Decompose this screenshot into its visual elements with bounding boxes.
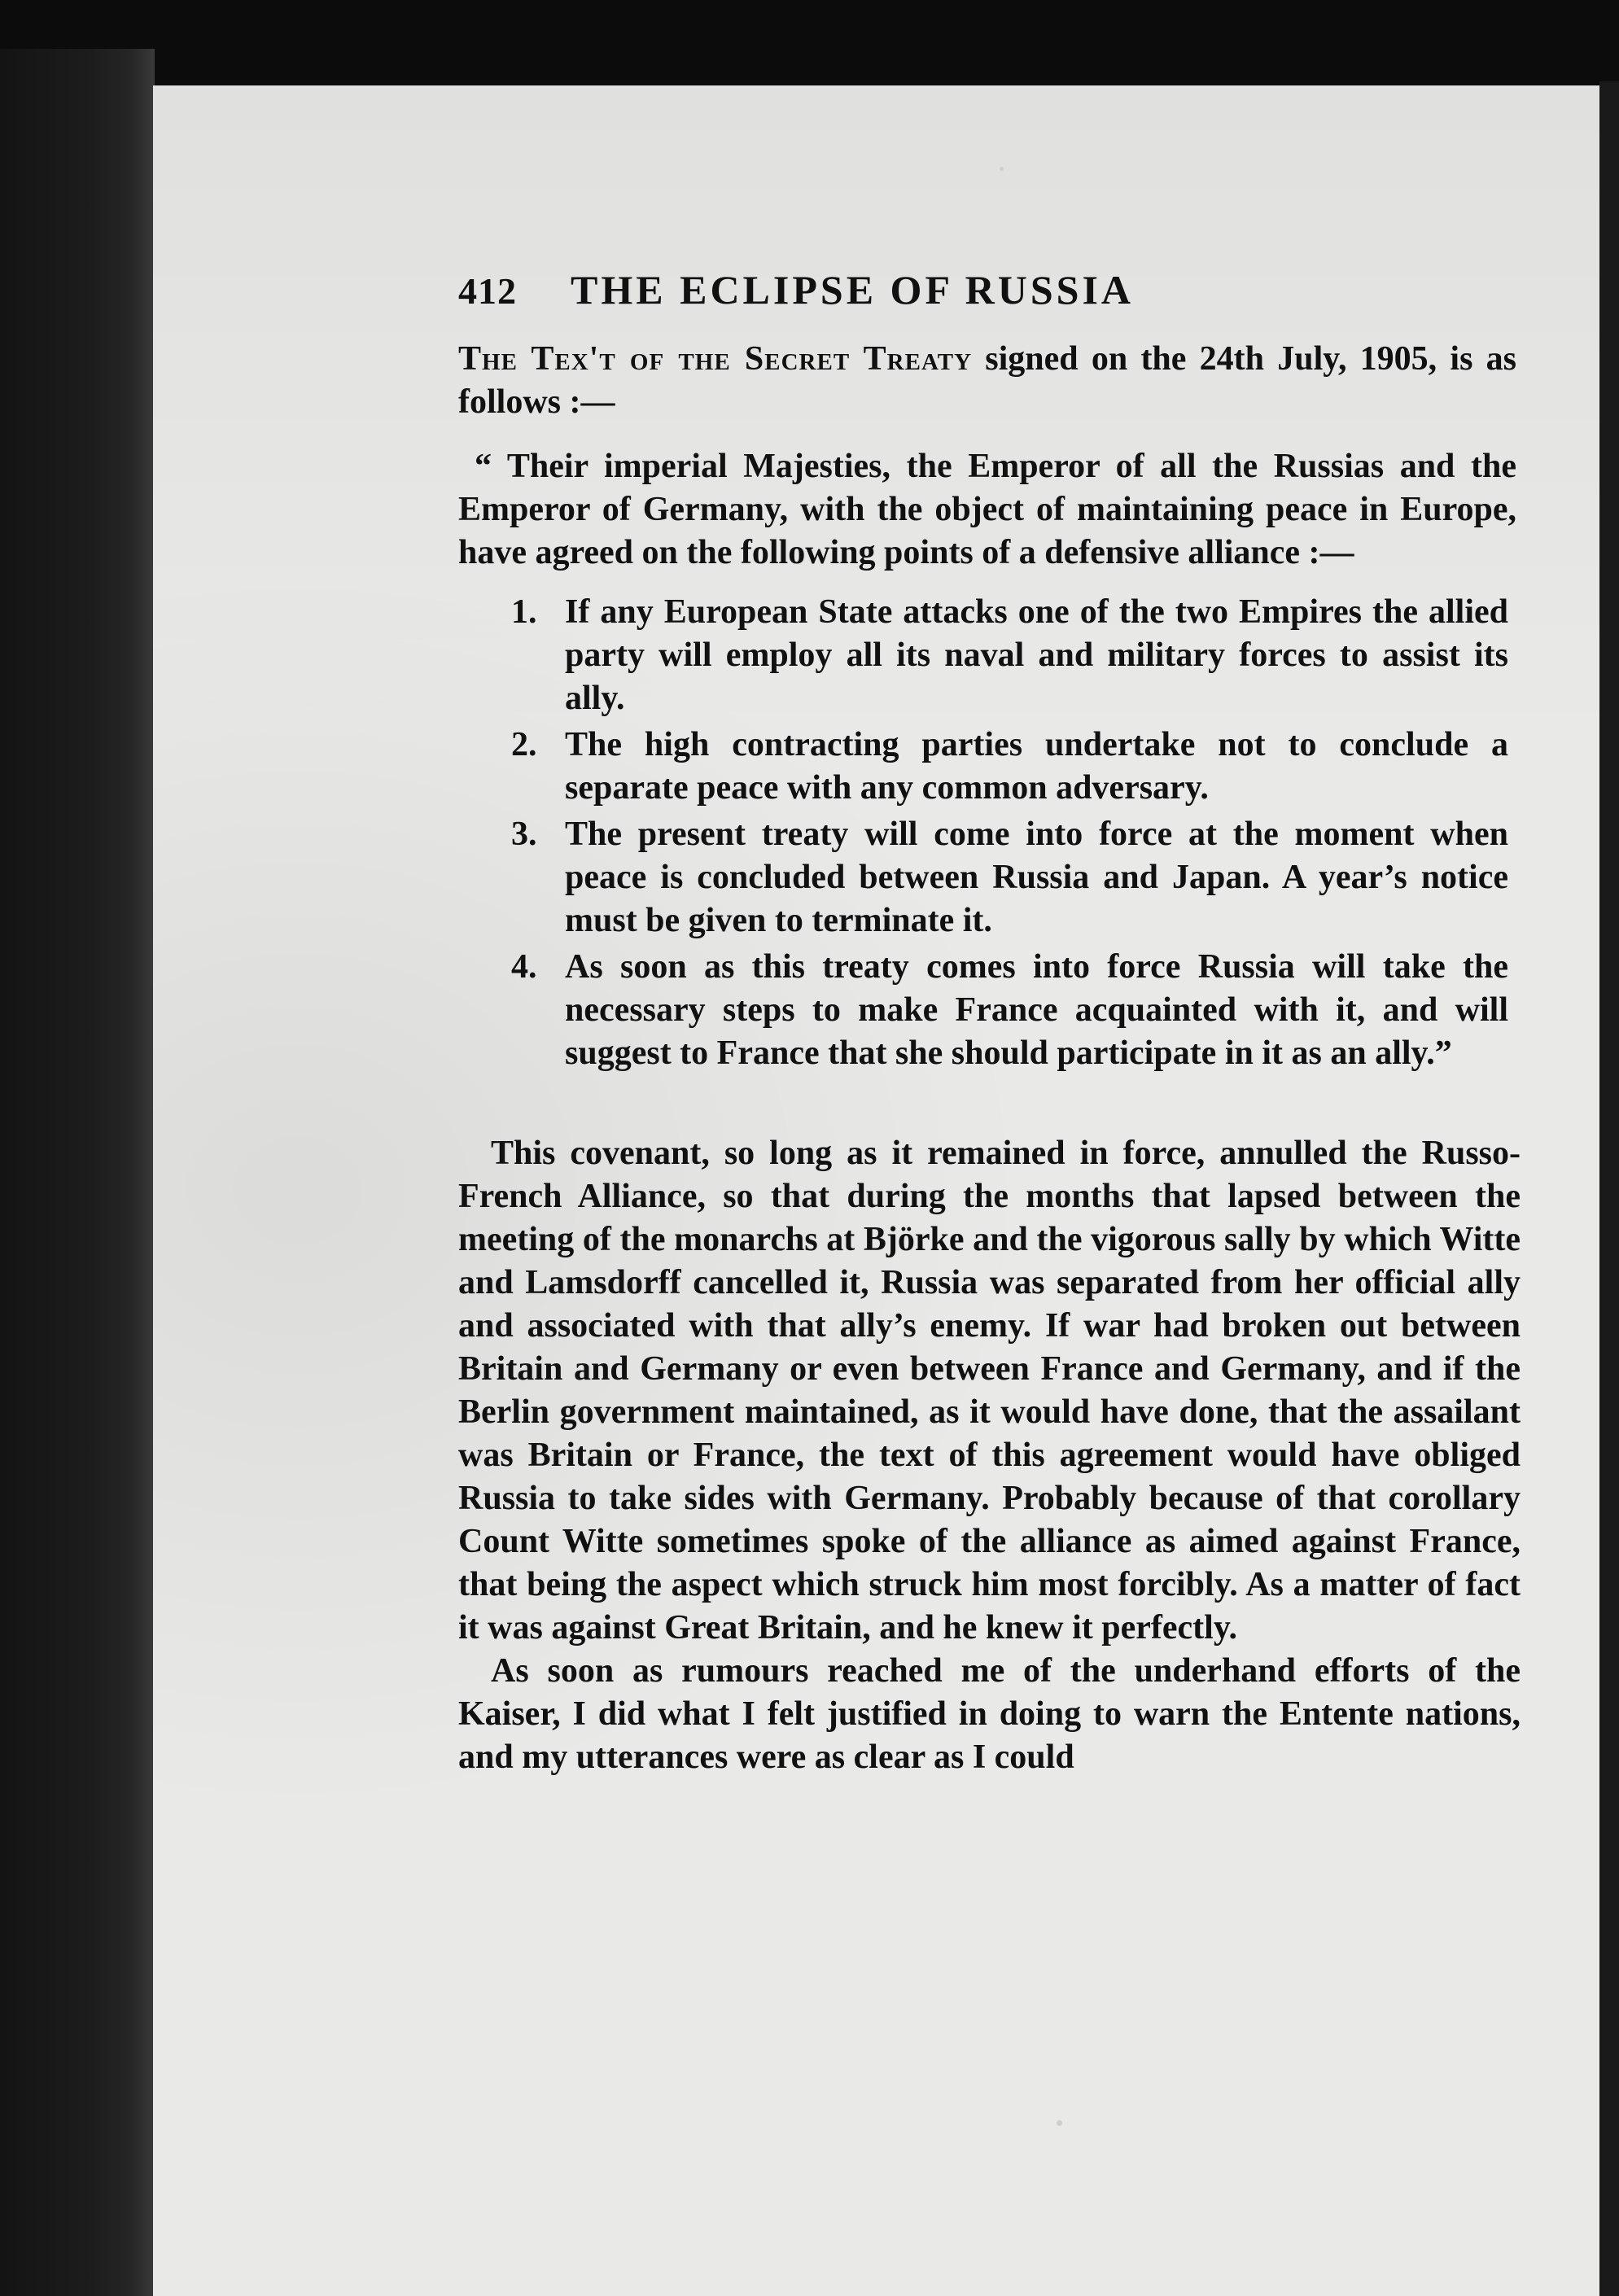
body-paragraph: This covenant, so long as it remained in force, annulled the Russo-French Alliance, so that during the months that lapsed between the meeting of the monarchs at Björke and the vigorous sally by which Witte and Lamsdorff cancelled it, Russia was separated from her official ally and associated with that ally’s enemy. If war had broken out between Britain and Germany or even between France and Germany, and if the Berlin government maintained, as it would have done, that the assailant was Britain or France, the text of this agreement would have obliged Russia to take sides with Germany. Probably because of that corollary Count Witte sometimes spoke of the alliance as aimed against France, that being the aspect which struck him most forcibly. As a matter of fact it was against Great Britain, and he knew it perfectly. [458, 1135, 1521, 1647]
treaty-point-number: 1. [511, 593, 537, 631]
treaty-point [458, 946, 1508, 1075]
scan-left-border [0, 49, 155, 2296]
treaty-point-text: As soon as this treaty comes into force Russia will take the necessary steps to make France acquainted with it, and will suggest to France that she should participate in it as an ally.” [565, 948, 1508, 1072]
scan-top-border [0, 0, 1619, 90]
treaty-point-text: If any European State attacks one of the two Empires the allied party will employ all its naval and military forces to assist its ally. [565, 593, 1508, 717]
treaty-point [458, 724, 1508, 810]
treaty-intro [458, 338, 1516, 424]
running-title: THE ECLIPSE OF RUSSIA [571, 267, 1135, 313]
body-paragraph: As soon as rumours reached me of the underhand efforts of the Kaiser, I did what I felt justified in doing to warn the Entente nations, and my utterances were as clear as I could [458, 1652, 1521, 1776]
treaty-point-text: The present treaty will come into force at the moment when peace is concluded between Russia and Japan. A year’s notice must be given to terminate it. [565, 816, 1508, 939]
page-speck [1000, 167, 1004, 171]
treaty-preamble: “ Their imperial Majesties, the Emperor of all the Russias and the Emperor of Germany, with the object of maintaining peace in Europe, have agreed on the following points of a defensive alliance :— [458, 448, 1516, 571]
treaty-point-text: The high contracting parties undertake not to conclude a separate peace with any common adversary. [565, 726, 1508, 807]
treaty-point-number: 2. [511, 726, 537, 763]
treaty-intro-rest: signed on the 24th July, 1905, is as follows :— [458, 340, 1516, 421]
treaty-point-number: 3. [511, 816, 537, 853]
treaty-point-number: 4. [511, 948, 537, 986]
page-content [458, 266, 1577, 1779]
treaty-points-list [458, 591, 1508, 1075]
book-page [153, 85, 1599, 2296]
page-speck [1057, 2120, 1062, 2126]
treaty-intro-smallcaps: The Tex't of the Secret Treaty [458, 340, 973, 378]
scan-right-border [1599, 81, 1619, 2296]
running-head [458, 266, 1577, 328]
treaty-point [458, 591, 1508, 720]
page-number: 412 [458, 270, 517, 312]
treaty-point [458, 813, 1508, 942]
